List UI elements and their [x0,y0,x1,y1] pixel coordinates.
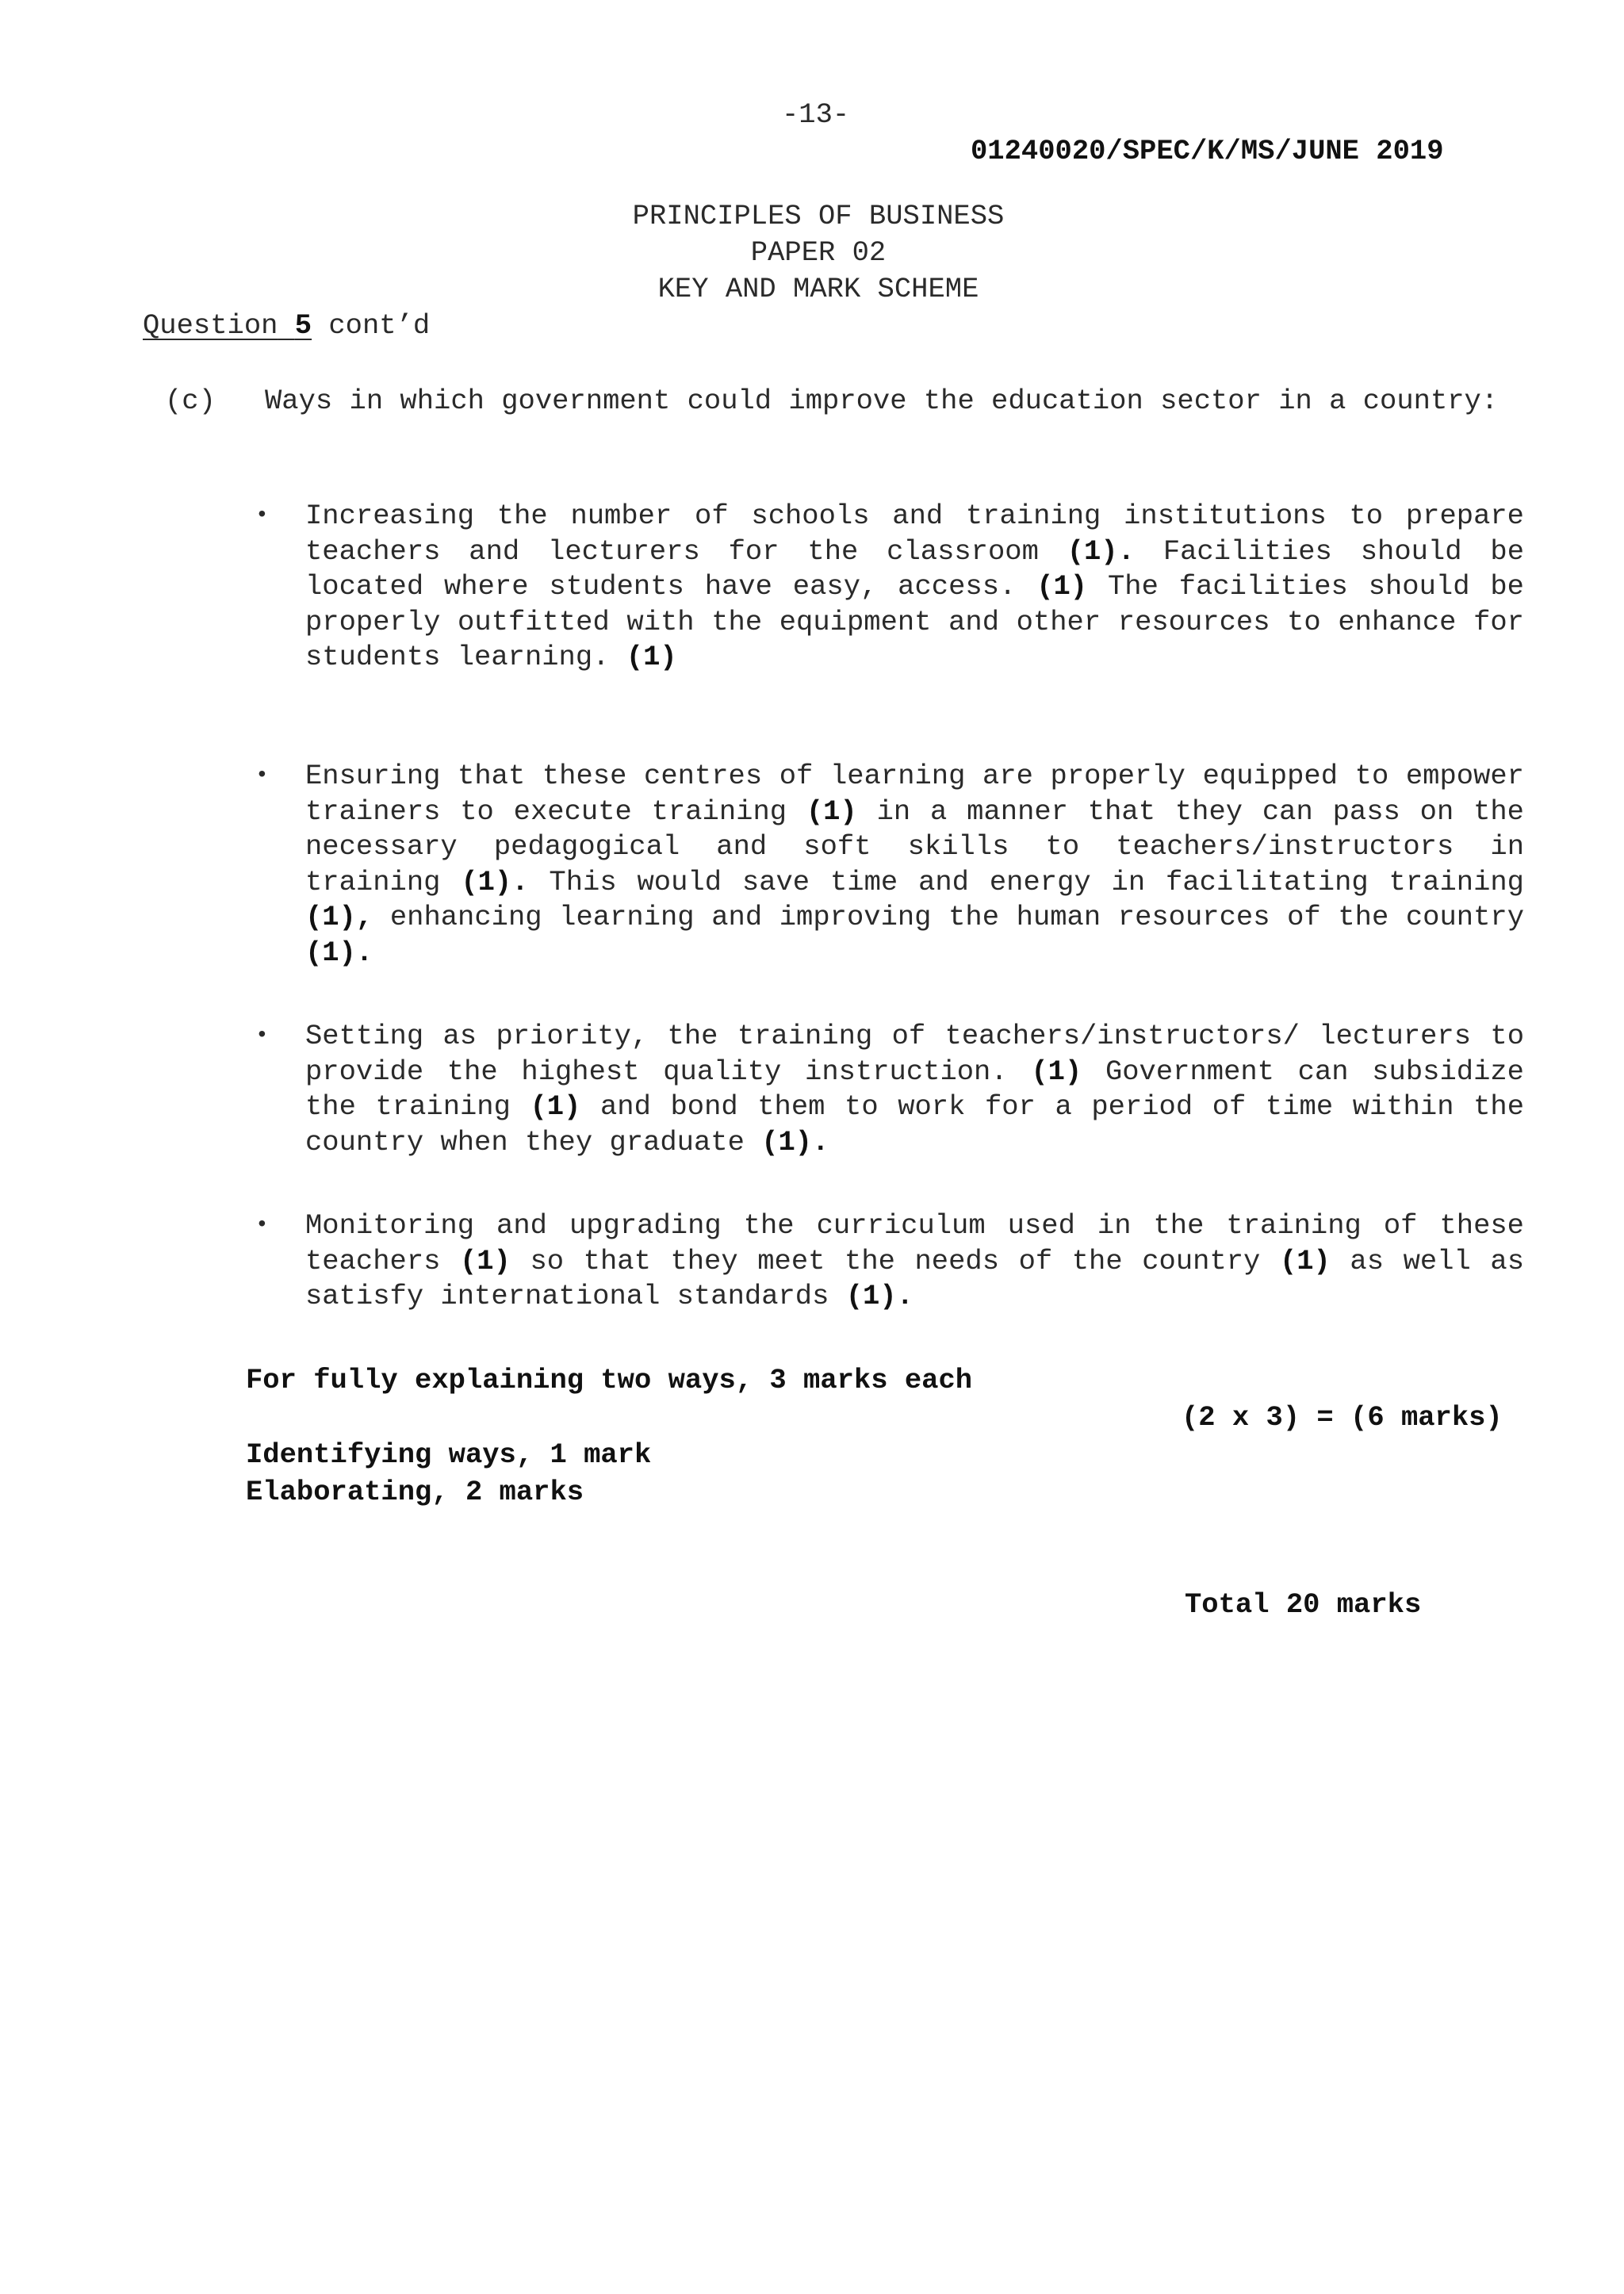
mark-allocation: (1) [1036,570,1088,603]
bullet-text-segment: This would save time and energy in facilitating training [528,865,1524,898]
document-code: 01240020/SPEC/K/MS/JUNE 2019 [971,135,1444,167]
mark-allocation: (1) [460,1244,511,1277]
bullet-text-segment: Increasing the number of schools and training institutions to prepare teachers and lecturers for the classroom [305,500,1524,568]
part-intro: Ways in which government could improve the education sector in a country: [265,385,1499,417]
bullet-text-segment: in a manner that they can pass on the necessary pedagogical and soft skills to teachers/instructors in training [305,795,1524,898]
bullet-text-segment: and bond them to work for a period of time within the country when they graduate [305,1090,1524,1158]
question-heading [143,309,430,342]
mark-allocation: (1) [530,1090,581,1123]
mark-allocation: (1) [806,795,857,828]
mark-allocation: (1) [626,641,677,673]
bullet-marker-1: • [255,504,269,528]
bullet-point-4 [305,1208,1524,1315]
bullet-text-segment: so that they meet the needs of the country [510,1244,1280,1277]
bullet-text-segment: enhancing learning and improving the human resources of the country [373,901,1524,933]
part-label: (c) [165,385,216,417]
bullet-marker-3: • [255,1024,269,1048]
question-label-underlined [143,309,312,342]
bullet-marker-2: • [255,764,269,788]
mark-allocation: (1) [1279,1244,1331,1277]
title-line-2: PAPER 02 [750,236,887,269]
marking-formula: (2 x 3) = (6 marks) [1182,1401,1503,1434]
bullet-marker-4: • [255,1213,269,1238]
page-number: -13- [782,98,850,131]
question-number: 5 [294,309,312,342]
mark-allocation: (1). [761,1125,829,1158]
mark-allocation: (1). [461,865,529,898]
bullet-text-segment: Setting as priority, the training of teachers/instructors/ lecturers to provide the highest quality instruction. [305,1020,1524,1088]
mark-allocation: (1) [1031,1055,1082,1088]
mark-allocation: (1). [1067,534,1135,568]
title-line-1: PRINCIPLES OF BUSINESS [632,200,1005,232]
bullet-text-segment: Facilities should be located where students have easy, access. [305,534,1524,603]
marking-elaborating: Elaborating, 2 marks [246,1476,584,1508]
bullet-point-1 [305,499,1524,676]
marking-full-explain: For fully explaining two ways, 3 marks each [246,1364,973,1396]
bullet-text-segment: Monitoring and upgrading the curriculum used in the training of these teachers [305,1209,1524,1277]
mark-allocation: (1). [845,1280,914,1312]
bullet-point-3 [305,1019,1524,1160]
marking-identifying: Identifying ways, 1 mark [246,1438,652,1471]
bullet-text-segment: as well as satisfy international standards [305,1244,1524,1312]
title-line-3: KEY AND MARK SCHEME [657,273,979,305]
total-marks: Total 20 marks [1185,1588,1422,1621]
bullet-text-segment: Ensuring that these centres of learning are properly equipped to empower trainers to execute training [305,760,1524,828]
question-suffix: cont’d [312,309,431,342]
mark-allocation: (1), [305,901,373,933]
mark-allocation: (1). [305,936,373,969]
question-label: Question [143,309,278,342]
bullet-text-segment: The facilities should be properly outfitted with the equipment and other resources to enhance for students learning. [305,570,1524,673]
bullet-text-segment: Government can subsidize the training [305,1055,1524,1123]
bullet-point-2 [305,759,1524,971]
